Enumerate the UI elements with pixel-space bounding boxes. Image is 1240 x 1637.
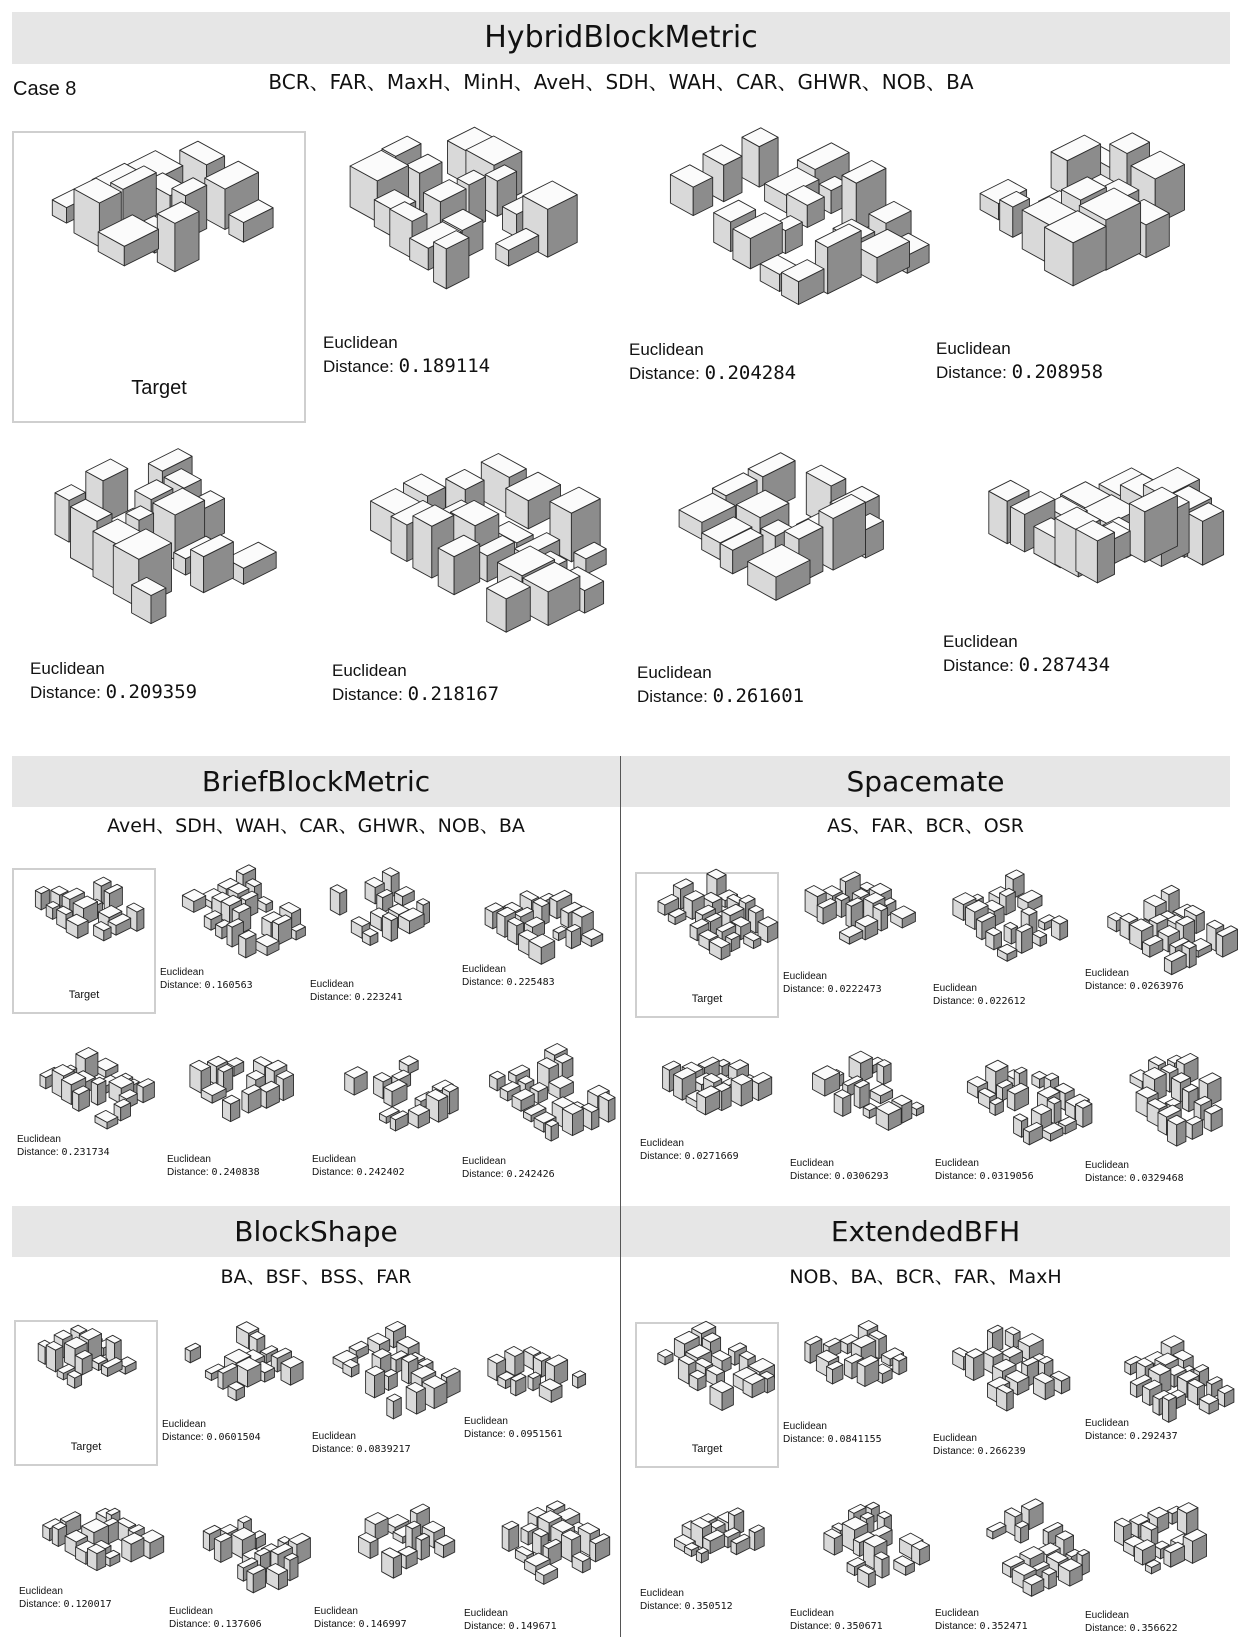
label-word-distance bbox=[162, 1431, 261, 1444]
building-massing-illustration bbox=[795, 1497, 937, 1607]
building-massing-illustration bbox=[20, 1324, 152, 1440]
distance-label bbox=[783, 970, 882, 996]
distance-value: 0.240838 bbox=[211, 1167, 260, 1178]
target-label: Target bbox=[131, 377, 187, 399]
distance-prefix: Distance: bbox=[936, 363, 1012, 383]
distance-prefix: Distance: bbox=[1085, 1431, 1130, 1442]
label-word-euclidean: Euclidean bbox=[162, 1419, 206, 1430]
label-word-distance bbox=[464, 1620, 557, 1633]
label-word-euclidean: Euclidean bbox=[943, 632, 1018, 651]
distance-prefix: Distance: bbox=[167, 1167, 212, 1178]
label-word-euclidean: Euclidean bbox=[464, 1416, 508, 1427]
building-massing-illustration bbox=[22, 1053, 164, 1133]
label-word-distance bbox=[312, 1166, 405, 1179]
label-word-distance bbox=[640, 1600, 733, 1613]
distance-label bbox=[1085, 1417, 1178, 1443]
label-word-euclidean: Euclidean bbox=[30, 659, 105, 678]
distance-prefix: Distance: bbox=[160, 980, 205, 991]
brief-result-model bbox=[172, 1043, 314, 1153]
label-word-euclidean: Euclidean bbox=[462, 964, 506, 975]
blockshape-result-model bbox=[329, 1500, 471, 1605]
distance-label bbox=[629, 339, 796, 386]
hybrid-result-model bbox=[640, 450, 930, 650]
distance-label bbox=[332, 660, 499, 707]
distance-label bbox=[790, 1157, 889, 1183]
label-word-euclidean: Euclidean bbox=[783, 971, 827, 982]
building-massing-illustration bbox=[320, 130, 570, 326]
hybrid-title-band bbox=[12, 12, 1230, 64]
label-word-distance bbox=[783, 1433, 882, 1446]
label-word-distance bbox=[783, 983, 882, 996]
extendedbfh-metrics: NOB、BA、BCR、FAR、MaxH bbox=[789, 1266, 1062, 1288]
label-word-distance bbox=[323, 354, 490, 379]
building-massing-illustration bbox=[174, 1495, 316, 1605]
distance-prefix: Distance: bbox=[629, 364, 705, 384]
building-massing-illustration bbox=[787, 1322, 929, 1422]
distance-label bbox=[935, 1157, 1034, 1183]
extendedbfh-title-band bbox=[621, 1206, 1230, 1257]
spacemate-title-band bbox=[621, 756, 1230, 807]
distance-label bbox=[933, 982, 1026, 1008]
label-word-distance bbox=[629, 361, 796, 386]
building-massing-illustration bbox=[940, 130, 1230, 335]
label-word-distance bbox=[1085, 1172, 1184, 1185]
building-massing-illustration bbox=[164, 868, 306, 968]
label-word-euclidean: Euclidean bbox=[323, 333, 398, 352]
label-word-distance bbox=[790, 1170, 889, 1183]
label-word-distance bbox=[312, 1443, 411, 1456]
distance-prefix: Distance: bbox=[462, 1169, 507, 1180]
distance-prefix: Distance: bbox=[464, 1429, 509, 1440]
extendedbfh-result-model bbox=[1095, 1497, 1237, 1607]
label-word-distance bbox=[462, 1168, 555, 1181]
distance-value: 0.208958 bbox=[1011, 361, 1104, 384]
label-word-euclidean: Euclidean bbox=[167, 1154, 211, 1165]
distance-label bbox=[640, 1587, 733, 1613]
distance-prefix: Distance: bbox=[19, 1599, 64, 1610]
label-word-euclidean: Euclidean bbox=[312, 1154, 356, 1165]
distance-prefix: Distance: bbox=[162, 1432, 207, 1443]
distance-label bbox=[312, 1153, 405, 1179]
label-word-distance bbox=[1085, 1430, 1178, 1443]
distance-value: 0.0271669 bbox=[684, 1151, 739, 1162]
brief-result-model bbox=[22, 1053, 164, 1133]
label-word-euclidean: Euclidean bbox=[1085, 1610, 1129, 1621]
distance-value: 0.352471 bbox=[979, 1621, 1028, 1632]
building-massing-illustration bbox=[312, 868, 454, 978]
distance-label bbox=[312, 1430, 411, 1456]
distance-prefix: Distance: bbox=[312, 1167, 357, 1178]
distance-value: 0.189114 bbox=[398, 355, 491, 378]
target-label: Target bbox=[68, 988, 100, 1001]
distance-prefix: Distance: bbox=[637, 687, 713, 707]
label-word-distance bbox=[1085, 1622, 1178, 1635]
distance-label bbox=[943, 631, 1110, 678]
hybrid-result-model bbox=[320, 130, 570, 326]
distance-prefix: Distance: bbox=[1085, 1173, 1130, 1184]
distance-value: 0.0839217 bbox=[356, 1444, 411, 1455]
distance-label bbox=[314, 1605, 407, 1631]
label-word-euclidean: Euclidean bbox=[933, 983, 977, 994]
distance-prefix: Distance: bbox=[783, 984, 828, 995]
label-word-distance bbox=[310, 991, 403, 1004]
blockshape-title: BlockShape bbox=[234, 1215, 398, 1248]
distance-prefix: Distance: bbox=[169, 1619, 214, 1630]
distance-value: 0.356622 bbox=[1129, 1623, 1178, 1634]
distance-prefix: Distance: bbox=[935, 1621, 980, 1632]
label-word-distance bbox=[314, 1618, 407, 1631]
distance-label bbox=[162, 1418, 261, 1444]
blockshape-result-model bbox=[166, 1320, 308, 1420]
label-word-euclidean: Euclidean bbox=[783, 1421, 827, 1432]
label-word-euclidean: Euclidean bbox=[933, 1433, 977, 1444]
label-word-euclidean: Euclidean bbox=[310, 979, 354, 990]
blockshape-result-model bbox=[474, 1495, 616, 1605]
building-massing-illustration bbox=[472, 1043, 614, 1153]
distance-prefix: Distance: bbox=[640, 1601, 685, 1612]
hybrid-result-model bbox=[950, 495, 1240, 595]
distance-value: 0.0222473 bbox=[827, 984, 882, 995]
blockshape-target-model bbox=[20, 1324, 152, 1440]
distance-value: 0.204284 bbox=[704, 362, 797, 385]
distance-value: 0.0263976 bbox=[1129, 981, 1184, 992]
spacemate-target-model bbox=[641, 876, 773, 992]
distance-label bbox=[310, 978, 403, 1004]
spacemate-result-model bbox=[787, 872, 929, 972]
extendedbfh-result-model bbox=[935, 1322, 1077, 1432]
building-massing-illustration bbox=[474, 1495, 616, 1605]
label-word-distance bbox=[169, 1618, 262, 1631]
extendedbfh-result-model bbox=[795, 1497, 937, 1607]
building-massing-illustration bbox=[645, 1507, 787, 1587]
distance-prefix: Distance: bbox=[312, 1444, 357, 1455]
distance-value: 0.160563 bbox=[204, 980, 253, 991]
spacemate-metrics: AS、FAR、BCR、OSR bbox=[827, 815, 1024, 837]
hybrid-result-model bbox=[20, 455, 270, 660]
label-word-euclidean: Euclidean bbox=[464, 1608, 508, 1619]
building-massing-illustration bbox=[950, 495, 1240, 595]
distance-value: 0.120017 bbox=[63, 1599, 112, 1610]
label-word-euclidean: Euclidean bbox=[935, 1608, 979, 1619]
building-massing-illustration bbox=[18, 135, 300, 397]
distance-label bbox=[637, 662, 804, 709]
building-massing-illustration bbox=[172, 1043, 314, 1153]
label-word-euclidean: Euclidean bbox=[637, 663, 712, 682]
building-massing-illustration bbox=[641, 876, 773, 992]
target-label: Target bbox=[691, 1442, 723, 1455]
hybrid-result-model bbox=[330, 455, 630, 650]
blockshape-result-model bbox=[174, 1495, 316, 1605]
label-word-euclidean: Euclidean bbox=[160, 967, 204, 978]
spacemate-result-model bbox=[645, 1057, 787, 1137]
label-word-distance bbox=[30, 680, 197, 705]
distance-prefix: Distance: bbox=[323, 357, 399, 377]
blockshape-result-model bbox=[24, 1505, 166, 1585]
label-word-distance bbox=[160, 979, 253, 992]
hybrid-target-model bbox=[18, 135, 300, 397]
label-word-euclidean: Euclidean bbox=[640, 1138, 684, 1149]
distance-value: 0.0841155 bbox=[827, 1434, 882, 1445]
building-massing-illustration bbox=[24, 1505, 166, 1585]
extendedbfh-title: ExtendedBFH bbox=[830, 1215, 1021, 1248]
extendedbfh-result-model bbox=[645, 1507, 787, 1587]
distance-value: 0.022612 bbox=[977, 996, 1026, 1007]
distance-label bbox=[464, 1607, 557, 1633]
hybrid-title: HybridBlockMetric bbox=[484, 20, 758, 55]
distance-prefix: Distance: bbox=[462, 977, 507, 988]
label-word-distance bbox=[640, 1150, 739, 1163]
distance-value: 0.0319056 bbox=[979, 1171, 1034, 1182]
label-word-euclidean: Euclidean bbox=[462, 1156, 506, 1167]
label-word-distance bbox=[17, 1146, 110, 1159]
building-massing-illustration bbox=[314, 1320, 456, 1430]
label-word-euclidean: Euclidean bbox=[332, 661, 407, 680]
building-massing-illustration bbox=[641, 1326, 773, 1442]
distance-prefix: Distance: bbox=[17, 1147, 62, 1158]
label-word-euclidean: Euclidean bbox=[19, 1586, 63, 1597]
label-word-euclidean: Euclidean bbox=[1085, 1160, 1129, 1171]
building-massing-illustration bbox=[645, 1057, 787, 1137]
distance-value: 0.225483 bbox=[506, 977, 555, 988]
distance-value: 0.137606 bbox=[213, 1619, 262, 1630]
spacemate-result-model bbox=[1095, 1047, 1237, 1157]
extendedbfh-result-model bbox=[950, 1502, 1092, 1607]
distance-label bbox=[640, 1137, 739, 1163]
distance-label bbox=[169, 1605, 262, 1631]
building-massing-illustration bbox=[935, 872, 1077, 982]
hybrid-result-model bbox=[630, 125, 920, 325]
distance-label bbox=[935, 1607, 1028, 1633]
distance-value: 0.0329468 bbox=[1129, 1173, 1184, 1184]
label-word-distance bbox=[935, 1170, 1034, 1183]
brief-target-model bbox=[18, 872, 150, 988]
distance-value: 0.292437 bbox=[1129, 1431, 1178, 1442]
brief-title-band bbox=[12, 756, 620, 807]
distance-label bbox=[936, 338, 1103, 385]
distance-label bbox=[783, 1420, 882, 1446]
distance-prefix: Distance: bbox=[790, 1621, 835, 1632]
distance-label bbox=[1085, 967, 1184, 993]
distance-value: 0.350512 bbox=[684, 1601, 733, 1612]
spacemate-result-model bbox=[950, 1052, 1092, 1157]
label-word-distance bbox=[167, 1166, 260, 1179]
distance-prefix: Distance: bbox=[314, 1619, 359, 1630]
label-word-euclidean: Euclidean bbox=[936, 339, 1011, 358]
building-massing-illustration bbox=[950, 1502, 1092, 1607]
hybrid-metrics: BCR、FAR、MaxH、MinH、AveH、SDH、WAH、CAR、GHWR、NOB、BA bbox=[268, 70, 974, 94]
target-label: Target bbox=[70, 1440, 102, 1453]
distance-prefix: Distance: bbox=[310, 992, 355, 1003]
building-massing-illustration bbox=[20, 455, 270, 660]
distance-label bbox=[167, 1153, 260, 1179]
distance-prefix: Distance: bbox=[1085, 981, 1130, 992]
distance-label bbox=[464, 1415, 563, 1441]
distance-label bbox=[30, 658, 197, 705]
brief-result-model bbox=[472, 1043, 614, 1153]
distance-value: 0.218167 bbox=[407, 683, 500, 706]
label-word-distance bbox=[790, 1620, 883, 1633]
building-massing-illustration bbox=[327, 1048, 469, 1153]
distance-label bbox=[17, 1133, 110, 1159]
distance-label bbox=[933, 1432, 1026, 1458]
brief-title: BriefBlockMetric bbox=[201, 765, 431, 798]
distance-value: 0.0601504 bbox=[206, 1432, 261, 1443]
distance-prefix: Distance: bbox=[790, 1171, 835, 1182]
distance-prefix: Distance: bbox=[933, 1446, 978, 1457]
building-massing-illustration bbox=[330, 455, 630, 650]
distance-label bbox=[790, 1607, 883, 1633]
hybrid-result-model bbox=[940, 130, 1230, 335]
distance-value: 0.0951561 bbox=[508, 1429, 563, 1440]
label-word-euclidean: Euclidean bbox=[312, 1431, 356, 1442]
label-word-distance bbox=[943, 653, 1110, 678]
brief-result-model bbox=[327, 1048, 469, 1153]
label-word-euclidean: Euclidean bbox=[935, 1158, 979, 1169]
distance-value: 0.149671 bbox=[508, 1621, 557, 1632]
extendedbfh-result-model bbox=[787, 1322, 929, 1422]
label-word-euclidean: Euclidean bbox=[169, 1606, 213, 1617]
label-word-distance bbox=[462, 976, 555, 989]
panel-divider bbox=[620, 756, 621, 1637]
distance-prefix: Distance: bbox=[935, 1171, 980, 1182]
distance-label bbox=[462, 1155, 555, 1181]
distance-prefix: Distance: bbox=[933, 996, 978, 1007]
distance-label bbox=[1085, 1159, 1184, 1185]
label-word-distance bbox=[19, 1598, 112, 1611]
distance-value: 0.242426 bbox=[506, 1169, 555, 1180]
extendedbfh-target-model bbox=[641, 1326, 773, 1442]
label-word-euclidean: Euclidean bbox=[314, 1606, 358, 1617]
distance-prefix: Distance: bbox=[943, 656, 1019, 676]
distance-value: 0.242402 bbox=[356, 1167, 405, 1178]
building-massing-illustration bbox=[329, 1500, 471, 1605]
label-word-distance bbox=[933, 995, 1026, 1008]
blockshape-title-band bbox=[12, 1206, 620, 1257]
distance-prefix: Distance: bbox=[783, 1434, 828, 1445]
distance-prefix: Distance: bbox=[332, 685, 408, 705]
target-label: Target bbox=[691, 992, 723, 1005]
distance-value: 0.350671 bbox=[834, 1621, 883, 1632]
label-word-euclidean: Euclidean bbox=[629, 340, 704, 359]
building-massing-illustration bbox=[935, 1322, 1077, 1432]
distance-prefix: Distance: bbox=[30, 683, 106, 703]
distance-value: 0.223241 bbox=[354, 992, 403, 1003]
distance-value: 0.266239 bbox=[977, 1446, 1026, 1457]
building-massing-illustration bbox=[1095, 1047, 1237, 1157]
label-word-distance bbox=[935, 1620, 1028, 1633]
distance-prefix: Distance: bbox=[1085, 1623, 1130, 1634]
label-word-euclidean: Euclidean bbox=[640, 1588, 684, 1599]
distance-label bbox=[1085, 1609, 1178, 1635]
building-massing-illustration bbox=[166, 1320, 308, 1420]
brief-result-model bbox=[312, 868, 454, 978]
blockshape-metrics: BA、BSF、BSS、FAR bbox=[220, 1266, 412, 1288]
building-massing-illustration bbox=[787, 872, 929, 972]
distance-value: 0.231734 bbox=[61, 1147, 110, 1158]
distance-value: 0.0306293 bbox=[834, 1171, 889, 1182]
distance-value: 0.287434 bbox=[1018, 654, 1111, 677]
label-word-distance bbox=[332, 682, 499, 707]
label-word-distance bbox=[464, 1428, 563, 1441]
distance-prefix: Distance: bbox=[464, 1621, 509, 1632]
label-word-euclidean: Euclidean bbox=[17, 1134, 61, 1145]
label-word-distance bbox=[933, 1445, 1026, 1458]
building-massing-illustration bbox=[1095, 1497, 1237, 1607]
building-massing-illustration bbox=[795, 1047, 937, 1157]
spacemate-result-model bbox=[935, 872, 1077, 982]
label-word-euclidean: Euclidean bbox=[1085, 968, 1129, 979]
label-word-distance bbox=[1085, 980, 1184, 993]
distance-prefix: Distance: bbox=[640, 1151, 685, 1162]
case-label: Case 8 bbox=[13, 78, 77, 100]
distance-value: 0.146997 bbox=[358, 1619, 407, 1630]
spacemate-title: Spacemate bbox=[846, 765, 1005, 798]
building-massing-illustration bbox=[640, 450, 930, 650]
brief-result-model bbox=[164, 868, 306, 968]
blockshape-result-model bbox=[314, 1320, 456, 1430]
distance-value: 0.209359 bbox=[105, 681, 198, 704]
brief-metrics: AveH、SDH、WAH、CAR、GHWR、NOB、BA bbox=[107, 815, 525, 837]
distance-label bbox=[19, 1585, 112, 1611]
spacemate-result-model bbox=[795, 1047, 937, 1157]
label-word-euclidean: Euclidean bbox=[790, 1158, 834, 1169]
label-word-distance bbox=[936, 360, 1103, 385]
label-word-euclidean: Euclidean bbox=[1085, 1418, 1129, 1429]
distance-label bbox=[160, 966, 253, 992]
building-massing-illustration bbox=[630, 125, 920, 325]
label-word-distance bbox=[637, 684, 804, 709]
building-massing-illustration bbox=[18, 872, 150, 988]
distance-label bbox=[323, 332, 490, 379]
label-word-euclidean: Euclidean bbox=[790, 1608, 834, 1619]
distance-label bbox=[462, 963, 555, 989]
building-massing-illustration bbox=[950, 1052, 1092, 1157]
distance-value: 0.261601 bbox=[712, 685, 805, 708]
